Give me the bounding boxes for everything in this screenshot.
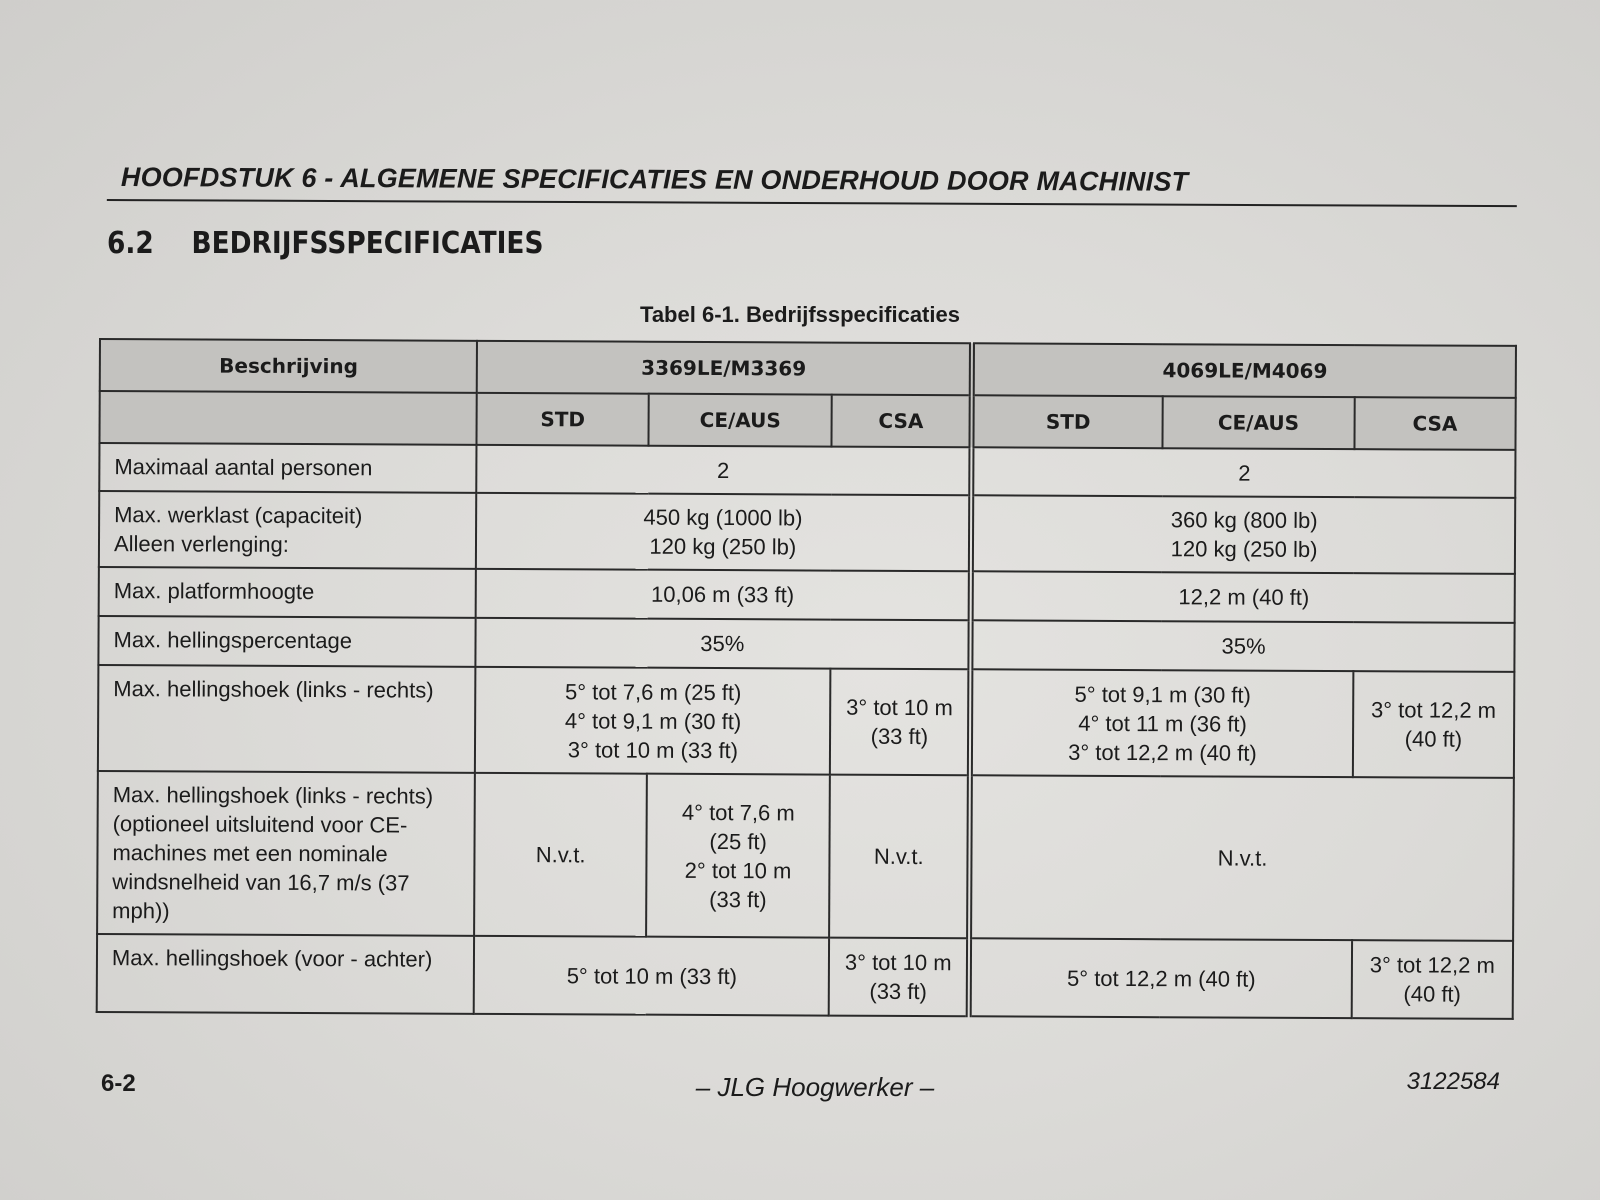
cell-line: 3° tot 12,2 m	[1371, 697, 1497, 723]
row-label-line: machines met een nominale	[112, 840, 388, 867]
section-number: 6.2	[107, 226, 154, 261]
cell-4069-csa	[1351, 940, 1513, 1019]
chapter-title: HOOFDSTUK 6 - ALGEMENE SPECIFICATIES EN ONDERHOUD DOOR MACHINIST	[107, 162, 1517, 207]
cell-line: (40 ft)	[1404, 726, 1463, 752]
cell-line: 3° tot 10 m	[844, 949, 952, 976]
header-variant-csa-b: CSA	[1354, 397, 1516, 450]
cell-3369-std-ce	[475, 667, 831, 775]
cell-line: 5° tot 7,6 m (25 ft)	[565, 678, 742, 705]
header-empty	[99, 391, 477, 445]
table-row-side-slope	[98, 665, 1515, 778]
cell-line: 450 kg (1000 lb)	[643, 504, 803, 531]
cell-3369: 35%	[476, 618, 971, 669]
cell-3369: 2	[477, 445, 972, 495]
cell-line: 360 kg (800 lb)	[1170, 507, 1318, 533]
header-model-3369: 3369LE/M3369	[477, 341, 972, 395]
page-number: 6-2	[101, 1070, 136, 1097]
row-label: Max. hellingshoek (voor - achter)	[97, 934, 475, 1014]
header-description: Beschrijving	[100, 339, 478, 393]
cell-line: 3° tot 10 m (33 ft)	[567, 736, 739, 763]
cell-4069-std-ce: 5° tot 12,2 m (40 ft)	[969, 938, 1352, 1018]
cell-4069: 2	[971, 447, 1515, 498]
cell-line: 5° tot 9,1 m (30 ft)	[1074, 681, 1251, 708]
cell-4069-std-ce	[970, 669, 1353, 777]
row-label-line: windsnelheid van 16,7 m/s (37 mph))	[112, 869, 410, 924]
header-variant-ce-aus-b: CE/AUS	[1162, 396, 1354, 449]
cell-line: 3° tot 12,2 m (40 ft)	[1068, 739, 1257, 766]
row-label-line: (optioneel uitsluitend voor CE-	[112, 811, 408, 838]
cell-line: 4° tot 9,1 m (30 ft)	[564, 707, 742, 734]
header-row-variants	[99, 391, 1515, 450]
row-label: Max. platformhoogte	[99, 567, 477, 618]
cell-line: (33 ft)	[870, 723, 929, 750]
table-row-persons	[99, 443, 1515, 498]
footer-title: – JLG Hoogwerker –	[695, 1072, 935, 1102]
cell-line: 3° tot 10 m	[846, 694, 953, 721]
row-label	[97, 771, 475, 936]
table-row-fore-aft	[97, 934, 1513, 1019]
cell-3369-std-ce: 5° tot 10 m (33 ft)	[474, 936, 829, 1016]
cell-line: (33 ft)	[709, 886, 767, 912]
cell-line: 4° tot 11 m (36 ft)	[1078, 710, 1247, 737]
header-model-4069: 4069LE/M4069	[972, 343, 1516, 398]
cell-3369: 10,06 m (33 ft)	[476, 569, 971, 620]
cell-3369-ce-aus	[646, 774, 830, 938]
cell-4069: 12,2 m (40 ft)	[971, 571, 1515, 623]
cell-line: (33 ft)	[869, 978, 927, 1005]
table-row-load	[99, 491, 1515, 574]
table-row-side-slope-ce	[97, 771, 1514, 941]
cell-3369-std: N.v.t.	[475, 773, 647, 937]
section-heading	[107, 226, 543, 261]
cell-line: (40 ft)	[1403, 981, 1461, 1007]
cell-3369-csa	[830, 669, 970, 776]
specifications-table	[96, 338, 1517, 1020]
row-label-line: Alleen verlenging:	[113, 531, 289, 557]
cell-3369-csa	[829, 938, 969, 1017]
section-title: BEDRIJFSSPECIFICATIES	[191, 226, 544, 261]
cell-line: 120 kg (250 lb)	[1170, 536, 1318, 562]
cell-line: 2° tot 10 m	[684, 857, 792, 883]
cell-4069-csa	[1353, 671, 1515, 778]
cell-line: 120 kg (250 lb)	[649, 533, 797, 560]
row-label-line: Max. hellingshoek (links - rechts)	[112, 782, 434, 809]
row-label: Maximaal aantal personen	[99, 443, 477, 493]
row-label: Max. hellingspercentage	[98, 616, 476, 667]
header-row-models	[100, 339, 1516, 398]
header-variant-std-b: STD	[972, 395, 1163, 448]
cell-4069	[971, 495, 1515, 574]
row-label-line: Max. werklast (capaciteit)	[114, 502, 363, 529]
cell-line: (25 ft)	[709, 828, 767, 854]
cell-3369-csa: N.v.t.	[830, 775, 971, 939]
header-variant-std-a: STD	[477, 393, 649, 446]
table-row-grade	[98, 616, 1514, 672]
cell-4069: 35%	[971, 620, 1515, 672]
cell-3369	[476, 493, 971, 571]
row-label: Max. hellingshoek (links - rechts)	[98, 665, 476, 773]
row-label	[99, 491, 477, 569]
cell-line: 3° tot 12,2 m	[1369, 952, 1495, 978]
table-row-height	[99, 567, 1515, 623]
cell-line: 4° tot 7,6 m	[681, 799, 795, 825]
table-caption: Tabel 6-1. Bedrijfsspecificaties	[640, 302, 960, 327]
cell-4069: N.v.t.	[969, 775, 1514, 941]
header-variant-ce-aus-a: CE/AUS	[648, 394, 832, 447]
document-number: 3122584	[1406, 1068, 1500, 1095]
header-variant-csa-a: CSA	[832, 395, 972, 448]
